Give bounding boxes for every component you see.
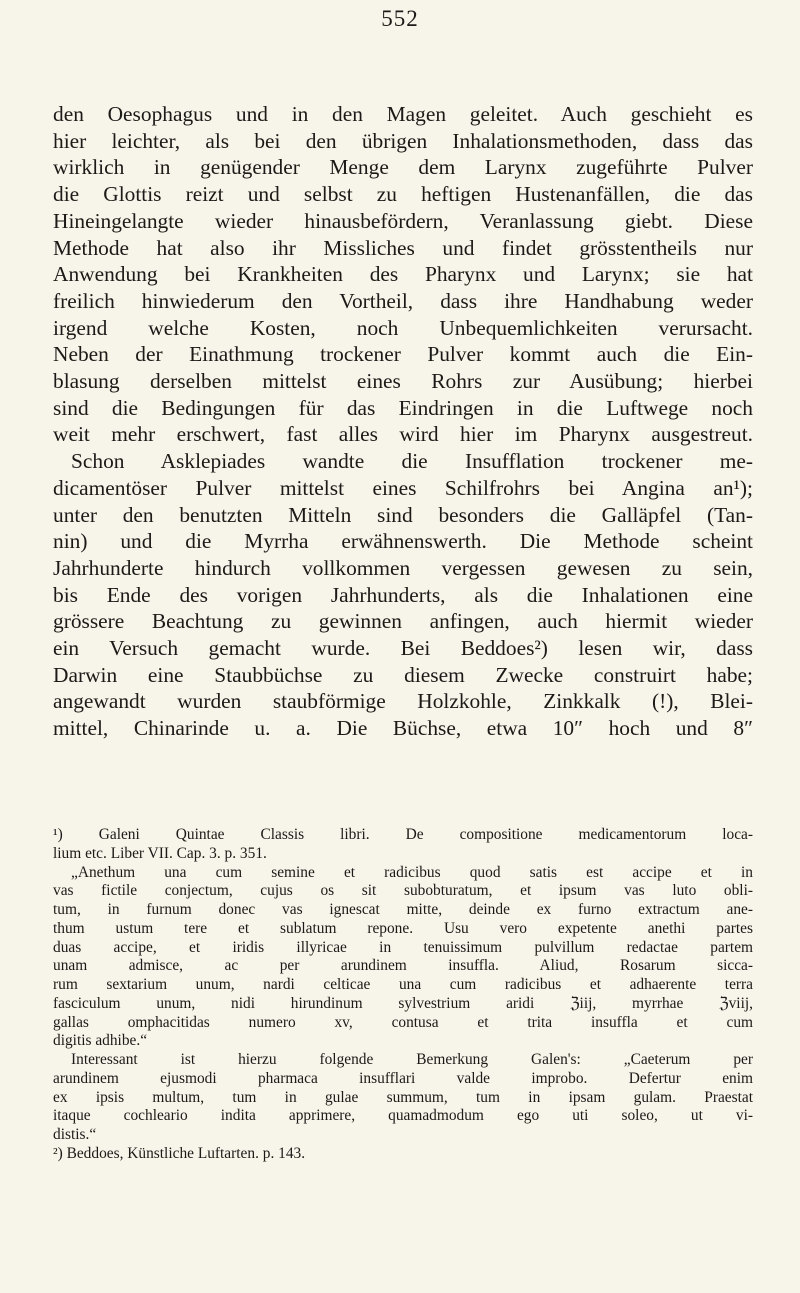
footnote-line: duas accipe, et iridis illyricae in tenuissimum pulvillum redactae partem (53, 938, 753, 956)
text-line: freilich hinwiederum den Vortheil, dass ihre Handhabung weder (53, 288, 753, 313)
text-line: Anwendung bei Krankheiten des Pharynx und Larynx; sie hat (53, 262, 753, 287)
footnote-line: tum, in furnum donec vas ignescat mitte, deinde ex furno extractum ane- (53, 901, 753, 918)
text-line: irgend welche Kosten, noch Unbequemlichkeiten verursacht. (53, 315, 753, 340)
footnote-line: digitis adhibe.“ (53, 1032, 148, 1050)
text-line: wirklich in genügender Menge dem Larynx zugeführte Pulver (53, 155, 753, 180)
text-line: angewandt wurden staubförmige Holzkohle, Zinkkalk (!), Blei- (53, 689, 753, 714)
footnote-line: thum ustum tere et sublatum repone. Usu vero expetente anethi partes (53, 919, 753, 937)
footnote-line: „Anethum una cum semine et radicibus quod satis est accipe et in (71, 863, 753, 881)
footnote-line: ex ipsis multum, tum in gulae summum, tum in ipsam gulam. Praestat (53, 1088, 753, 1106)
text-line: unter den benutzten Mitteln sind besonders die Galläpfel (Tan- (53, 502, 753, 527)
footnote-line: fasciculum unum, nidi hirundinum sylvestrium aridi ℨiij, myrrhae ℨviij, (53, 994, 753, 1012)
text-line: ein Versuch gemacht wurde. Bei Beddoes²) lesen wir, dass (53, 636, 753, 661)
main-text-block (53, 101, 753, 742)
text-line: Methode hat also ihr Missliches und findet grösstentheils nur (53, 235, 753, 260)
footnote-line: itaque cochleario indita apprimere, quamadmodum ego uti soleo, ut vi- (53, 1107, 753, 1125)
text-line: Jahrhunderte hindurch vollkommen vergessen gewesen zu sein, (53, 555, 753, 580)
text-line: sind die Bedingungen für das Eindringen in die Luftwege noch (53, 395, 753, 420)
text-line: mittel, Chinarinde u. a. Die Büchse, etwa 10″ hoch und 8″ (53, 716, 753, 741)
page-number: 552 (381, 6, 419, 31)
text-line: bis Ende des vorigen Jahrhunderts, als die Inhalationen eine (53, 582, 753, 607)
text-line: nin) und die Myrrha erwähnenswerth. Die Methode scheint (53, 529, 753, 554)
footnote-line: unam admisce, ac per arundinem insuffla. Aliud, Rosarum sicca- (53, 957, 753, 975)
text-line: dicamentöser Pulver mittelst eines Schilfrohrs bei Angina an¹); (53, 475, 753, 500)
text-line: Neben der Einathmung trockener Pulver kommt auch die Ein- (53, 342, 753, 367)
footnote-line: distis.“ (53, 1126, 97, 1143)
footnote-line: rum sextarium unum, nardi celticae una cum radicibus et adhaerente terra (53, 976, 753, 993)
footnote-line: gallas omphacitidas numero xv, contusa et trita insuffla et cum (53, 1013, 753, 1031)
footnote-line: ¹) Galeni Quintae Classis libri. De compositione medicamentorum loca- (53, 826, 753, 843)
footnote-line: lium etc. Liber VII. Cap. 3. p. 351. (53, 844, 267, 862)
text-line: Darwin eine Staubbüchse zu diesem Zwecke construirt habe; (53, 662, 753, 687)
text-line: hier leichter, als bei den übrigen Inhalationsmethoden, dass das (53, 128, 753, 153)
footnote-line: vas fictile conjectum, cujus os sit subobturatum, et ipsum vas luto obli- (53, 882, 753, 900)
text-line: grössere Beachtung zu gewinnen anfingen, auch hiermit wieder (53, 609, 753, 634)
footnotes-block (53, 826, 753, 1164)
text-line: die Glottis reizt und selbst zu heftigen Hustenanfällen, die das (53, 182, 753, 207)
footnote-line: arundinem ejusmodi pharmaca insufflari valde improbo. Defertur enim (53, 1069, 753, 1087)
text-line: weit mehr erschwert, fast alles wird hier im Pharynx ausgestreut. (53, 422, 753, 447)
text-line: Schon Asklepiades wandte die Insufflation trockener me- (71, 449, 753, 474)
footnote-line: Interessant ist hierzu folgende Bemerkung Galen's: „Caeterum per (71, 1051, 753, 1068)
text-line: den Oesophagus und in den Magen geleitet. Auch geschieht es (53, 102, 753, 126)
text-line: blasung derselben mittelst eines Rohrs zur Ausübung; hierbei (53, 369, 753, 394)
footnote-line: ²) Beddoes, Künstliche Luftarten. p. 143. (53, 1144, 306, 1162)
text-line: Hineingelangte wieder hinausbefördern, Veranlassung giebt. Diese (53, 208, 753, 233)
